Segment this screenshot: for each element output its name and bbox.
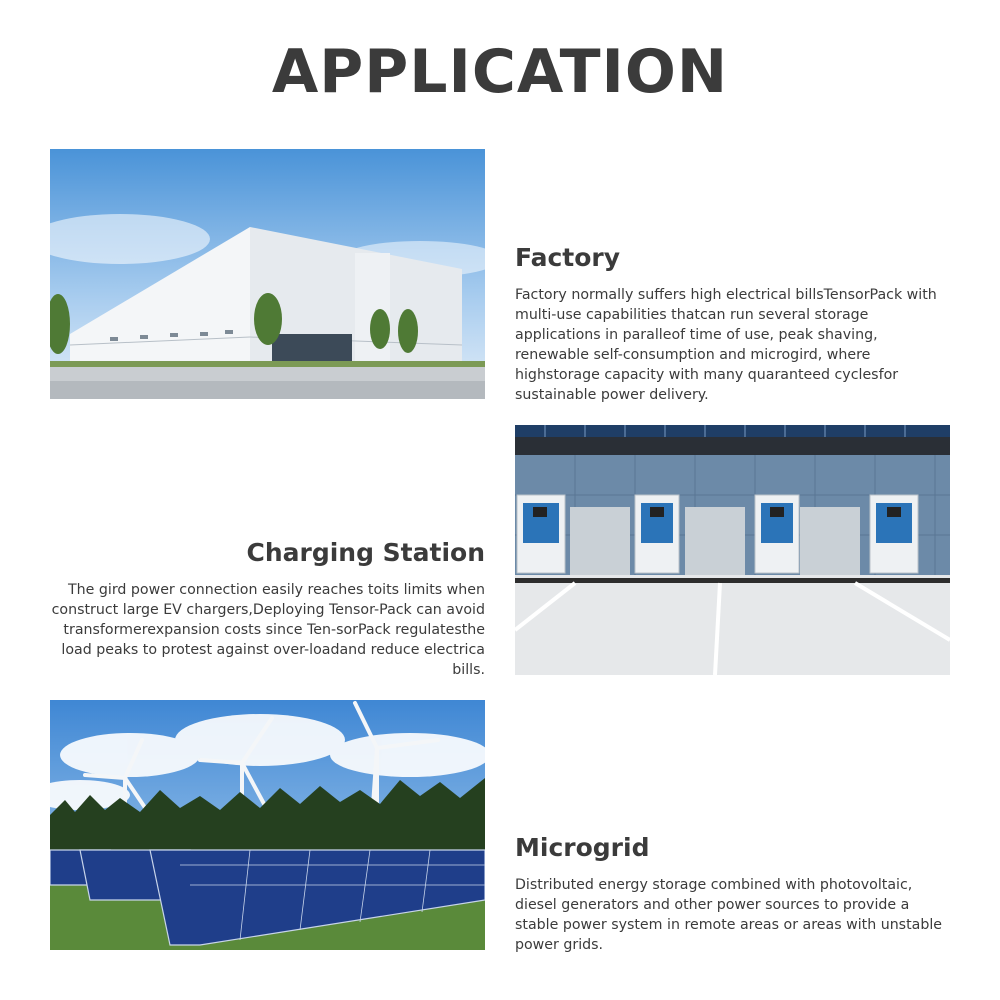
- charging-station-section: [50, 538, 485, 680]
- microgrid-heading: Microgrid: [515, 833, 650, 862]
- factory-description: Factory normally suffers high electrical billsTensorPack with multi-use capabilities thatcan run several storage applications in paralleof time of use, peak shaving, renewable self-consumption and microgird, where highstorage capacity with many quaranteed cyclesfor sustainable power delivery.: [515, 287, 937, 403]
- charging-station-photo: [515, 425, 950, 675]
- microgrid-photo: [50, 700, 485, 950]
- charging-station-heading: Charging Station: [246, 538, 485, 567]
- microgrid-section: [515, 833, 950, 955]
- page-title: APPLICATION: [271, 37, 729, 107]
- factory-heading: Factory: [515, 243, 621, 272]
- charging-station-description: The gird power connection easily reaches toits limits when construct large EV chargers,Deploying Tensor-Pack can avoid transformerexpansion costs since Ten-sorPack regulatesthe load peaks to protest against over-loadand reduce electrica bills.: [51, 582, 485, 678]
- factory-photo: [50, 149, 485, 399]
- factory-section: [515, 243, 950, 405]
- microgrid-description: Distributed energy storage combined with photovoltaic, diesel generators and other power sources to provide a stable power system in remote areas or areas with unstable power grids.: [515, 877, 943, 953]
